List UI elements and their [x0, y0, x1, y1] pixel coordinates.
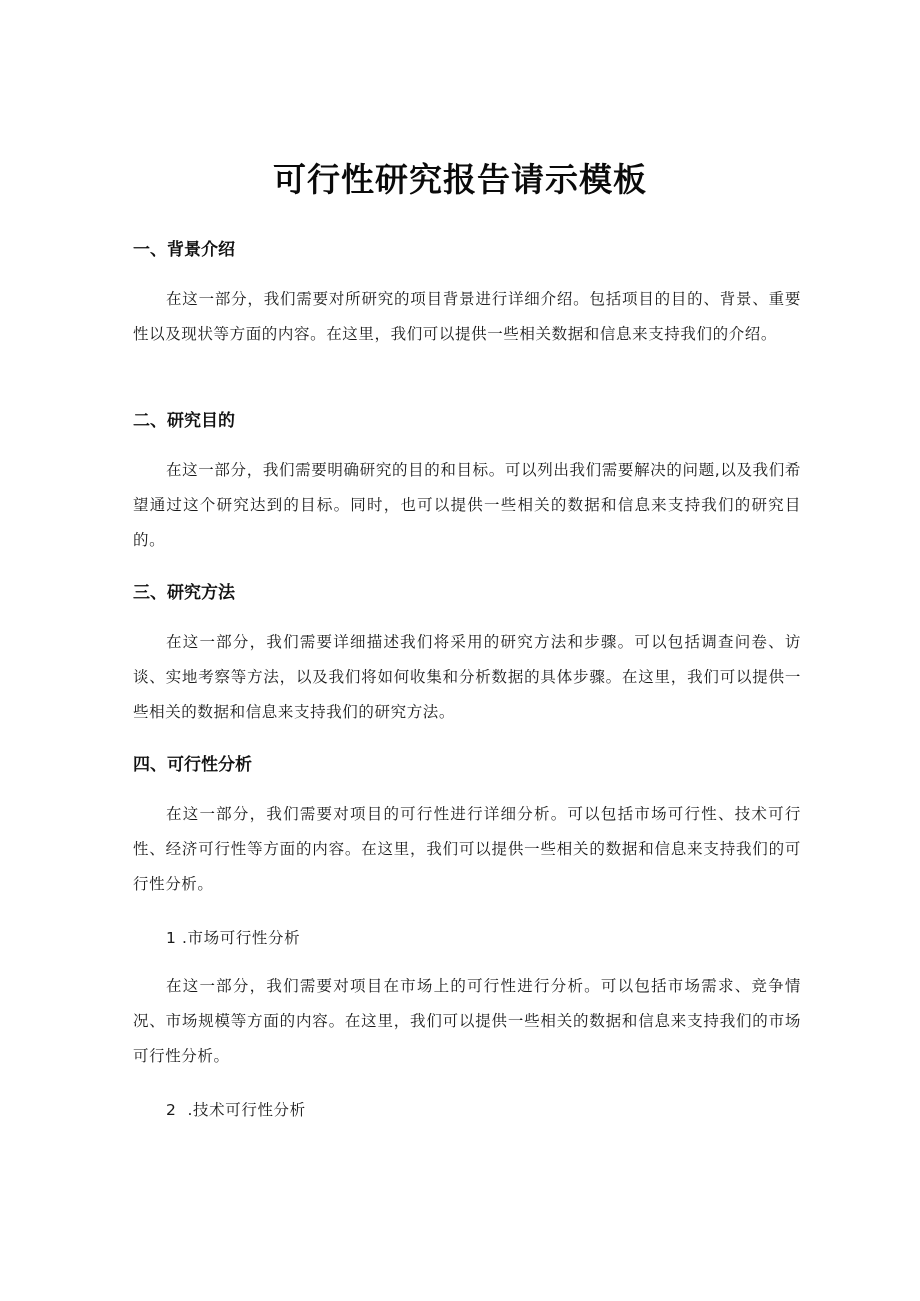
section-heading-background: 一、背景介绍 [133, 240, 235, 260]
section-paragraph-feasibility: 在这一部分，我们需要对项目的可行性进行详细分析。可以包括市场可行性、技术可行性、经济可行性等方面的内容。在这里，我们可以提供一些相关的数据和信息来支持我们的可行性分析。 [133, 805, 801, 893]
section-heading-feasibility: 四、可行性分析 [133, 755, 252, 775]
subsection-heading-market: 1 .市场可行性分析 [166, 929, 301, 947]
section-paragraph-method: 在这一部分，我们需要详细描述我们将采用的研究方法和步骤。可以包括调查问卷、访谈、实地考察等方法，以及我们将如何收集和分析数据的具体步骤。在这里，我们可以提供一些相关的数据和信息来支持我们的研究方法。 [133, 633, 801, 721]
section-heading-purpose: 二、研究目的 [133, 411, 235, 431]
document-title: 可行性研究报告请示模板 [273, 160, 647, 199]
section-heading-method: 三、研究方法 [133, 583, 235, 603]
section-paragraph-background: 在这一部分，我们需要对所研究的项目背景进行详细介绍。包括项目的目的、背景、重要性以及现状等方面的内容。在这里，我们可以提供一些相关数据和信息来支持我们的介绍。 [133, 290, 801, 343]
subsection-heading-technical: 2 .技术可行性分析 [166, 1101, 306, 1119]
subsection-paragraph-market: 在这一部分，我们需要对项目在市场上的可行性进行分析。可以包括市场需求、竞争情况、市场规模等方面的内容。在这里，我们可以提供一些相关的数据和信息来支持我们的市场可行性分析。 [133, 977, 801, 1065]
section-paragraph-purpose: 在这一部分，我们需要明确研究的目的和目标。可以列出我们需要解决的问题,以及我们希望通过这个研究达到的目标。同时，也可以提供一些相关的数据和信息来支持我们的研究目的。 [133, 461, 801, 549]
